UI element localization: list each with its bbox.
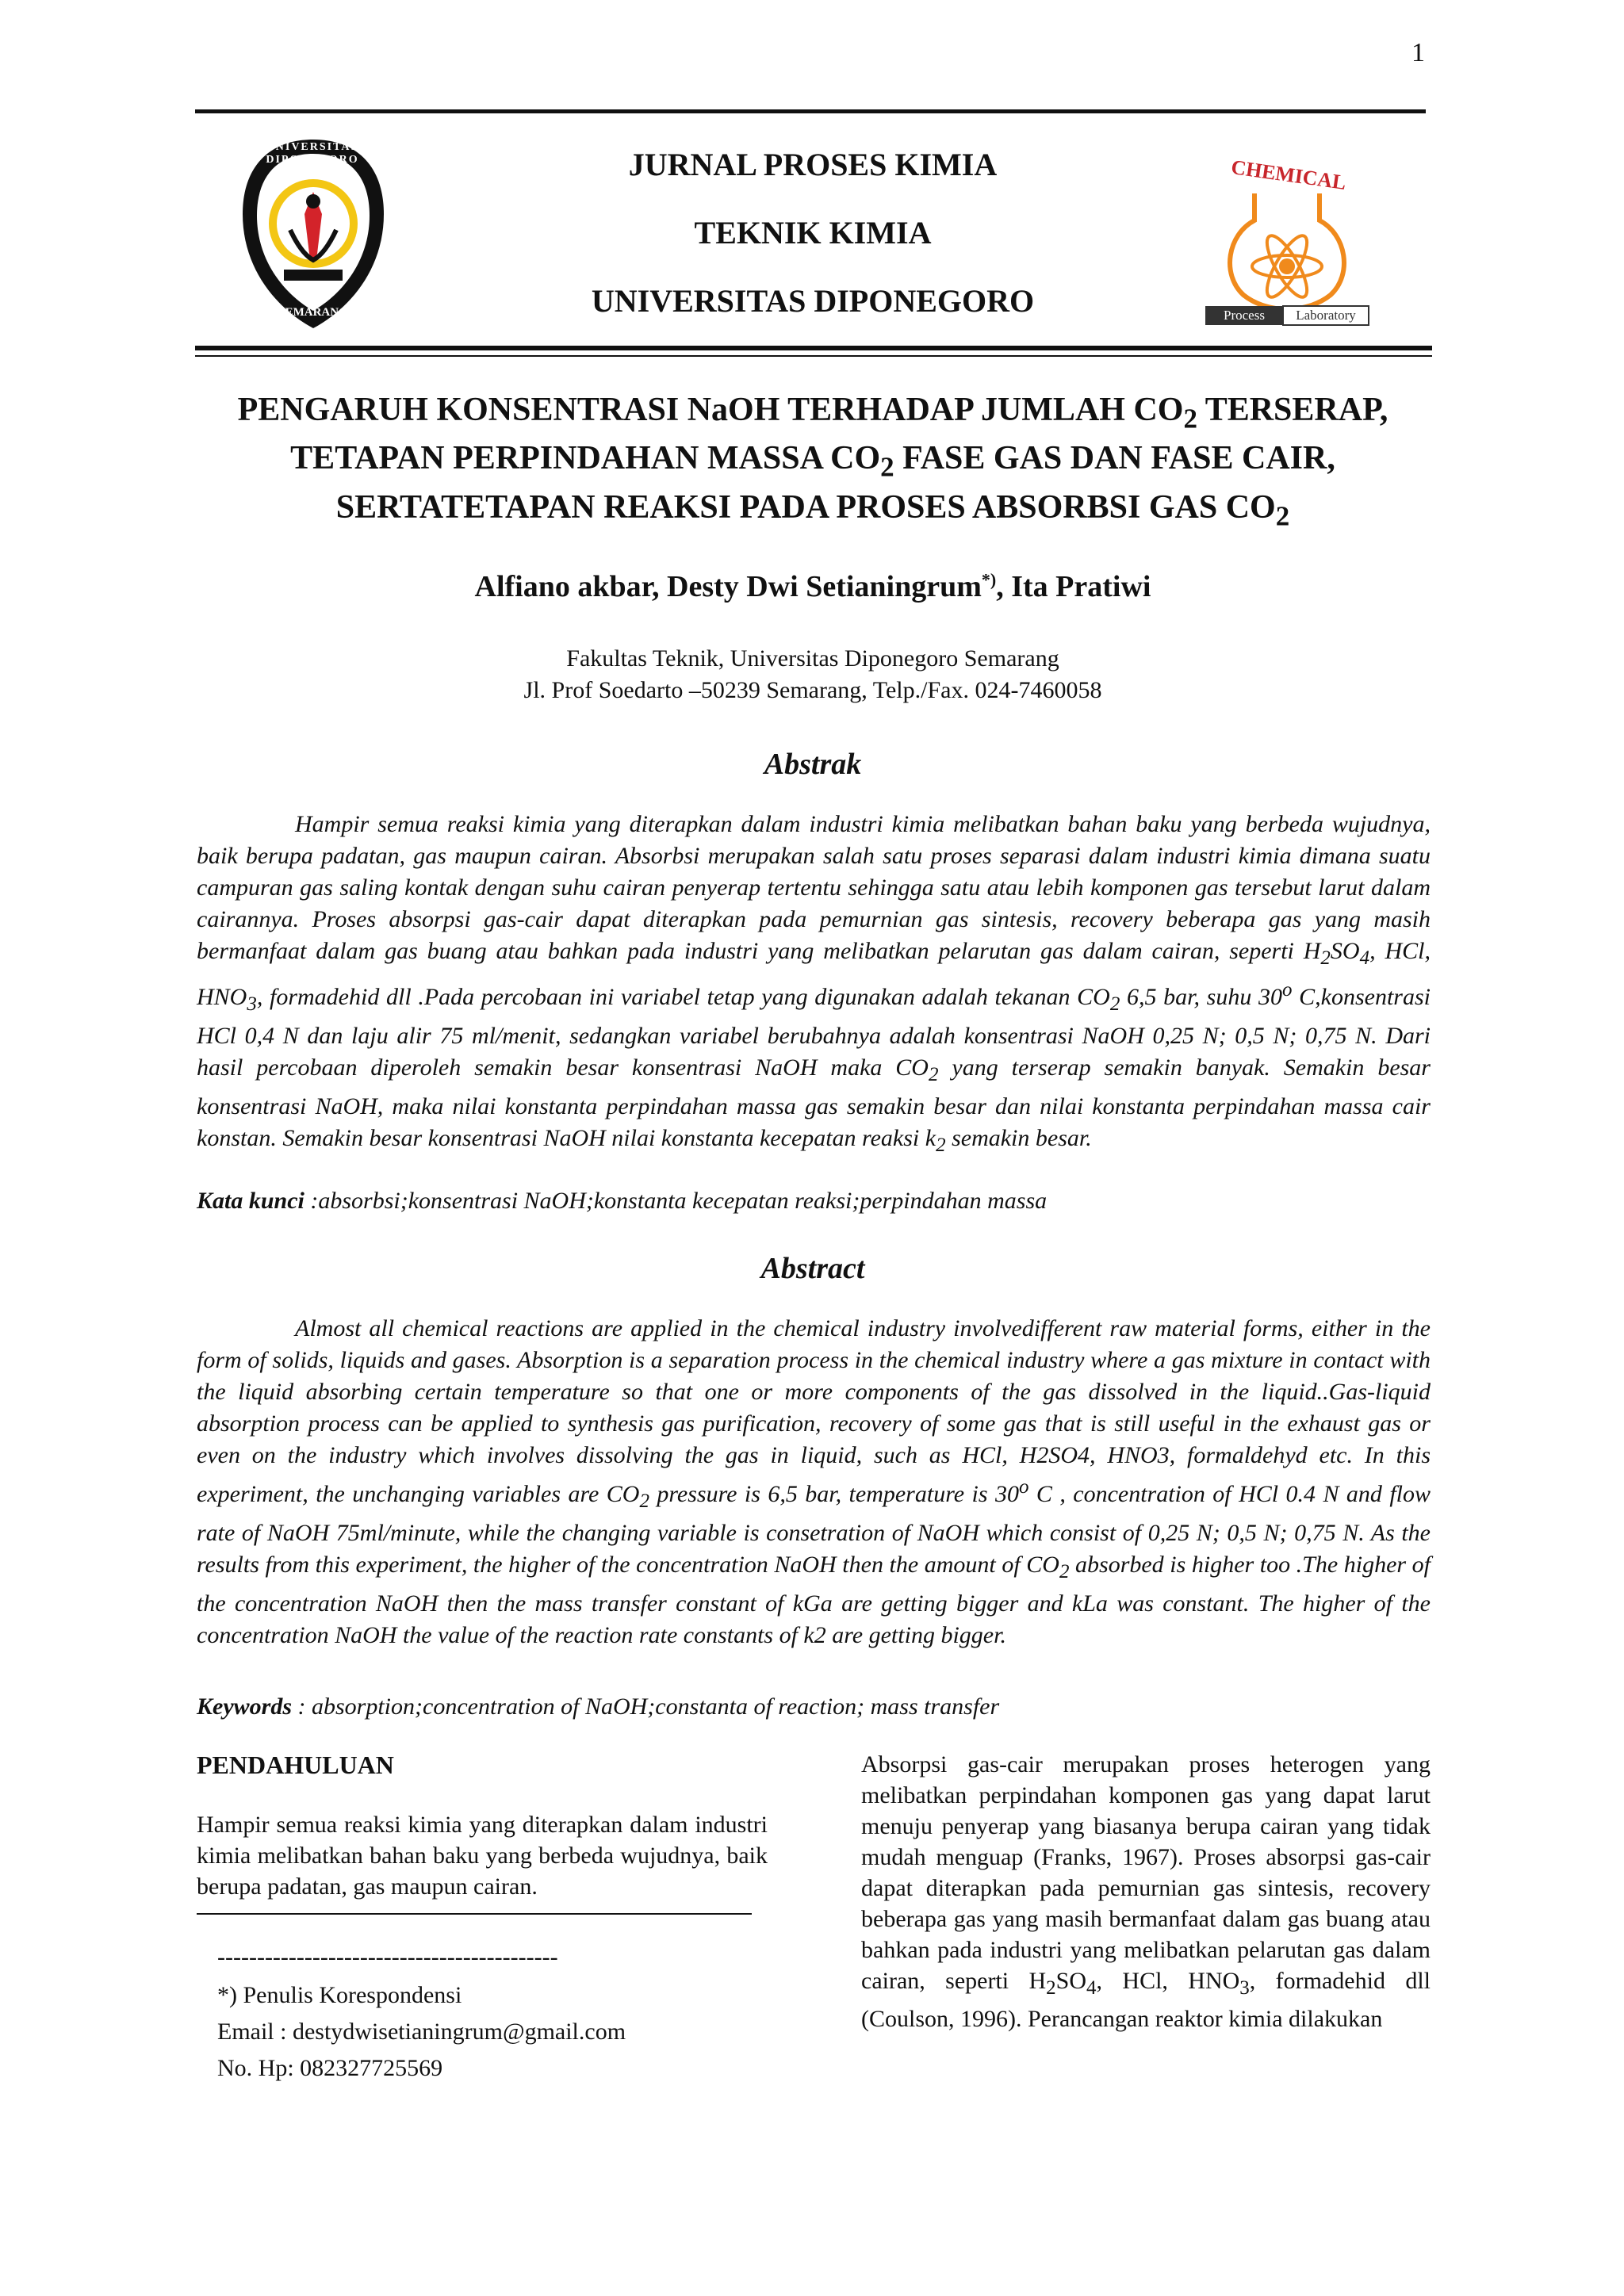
abstract-paragraph: Almost all chemical reactions are applied in the chemical industry involvedifferent raw material forms, either in the form of solids, liquids and gases. Absorption is a separation process in the chemical industry where a gas mixture in contact with the liquid absorbing certain temperature so that one or more components of the gas dissolved in the liquid..Gas-liquid absorption process can be applied to synthesis gas purification, recovery of some gas that is still useful in the exhaust gas or even on the industry which involves dissolving the gas in liquid, such as HCl, H2SO4, HNO3, formaldehyd etc. In this experiment, the unchanging variables are $CO_2$ pressure is 6,5 bar, temperature is 30$^o$ C , concentration of HCl 0.4 N and flow rate of NaOH 75ml/minute, while the changing variable is consetration of NaOH which consist of 0,25 N; 0,5 N; 0,75 N. As the results from this experiment, the higher of the concentration NaOH then the amount of $CO_2$ absorbed is higher too .The higher of the concentration NaOH then the mass transfer constant of kGa are getting bigger and kLa was constant. The higher of the concentration NaOH the value of the reaction rate constants of k2 are getting bigger. xyxy=(197,1315,1431,1648)
pendahuluan-left-text: Hampir semua reaksi kimia yang diterapkan dalam industri kimia melibatkan bahan baku yang berbeda wujudnya, baik berupa padatan, gas maupun cairan. xyxy=(197,1812,768,1900)
kata-kunci: Kata kunci :absorbsi;konsentrasi NaOH;konstanta kecepatan reaksi;perpindahan massa xyxy=(197,1188,1048,1214)
page-number: 1 xyxy=(1411,38,1425,67)
chemical-logo-label-laboratory: Laboratory xyxy=(1296,308,1356,323)
affiliation-line1: Fakultas Teknik, Universitas Diponegoro Semarang xyxy=(566,645,1059,672)
pendahuluan-right-text: Absorpsi gas-cair merupakan proses heterogen yang melibatkan perpindahan komponen gas yang dapat larut menuju penyerap yang biasanya berupa cairan yang tidak mudah menguap (Franks, 1967). Proses absorpsi gas-cair dapat diterapkan pada pemurnian gas sintesis, recovery beberapa gas yang masih bermanfaat dalam gas buang atau bahkan pada industri yang melibatkan pelarutan gas dalam cairan, seperti $H_2SO_4$, HCl, $HNO_3$, formadehid dll (Coulson, 1996). Perancangan reaktor kimia dilakukan xyxy=(861,1751,1431,2032)
header-bottom-rule-thin xyxy=(195,355,1432,357)
keywords: Keywords : absorption;concentration of NaOH;constanta of reaction; mass transfer xyxy=(197,1693,1000,1720)
undip-logo-text-bottom: SEMARANG xyxy=(278,306,348,319)
abstrak-paragraph: Hampir semua reaksi kimia yang diterapkan dalam industri kimia melibatkan bahan baku yang berbeda wujudnya, baik berupa padatan, gas maupun cairan. Absorbsi merupakan salah satu proses separasi dalam industri kimia dimana suatu campuran gas saling kontak dengan suhu cairan penyerap tertentu sehingga satu atau lebih komponen gas tersebut larut dalam cairannya. Proses absorpsi gas-cair dapat diterapkan pada pemurnian gas sintesis, recovery beberapa gas yang masih bermanfaat dalam gas buang atau bahkan pada industri yang melibatkan pelarutan gas dalam cairan, seperti $H_2SO_4$, HCl, $HNO_3$, formadehid dll .Pada percobaan ini variabel tetap yang digunakan adalah tekanan $CO_2$ 6,5 bar, suhu 30$^o$ C,konsentrasi HCl 0,4 N dan laju alir 75 ml/menit, sedangkan variabel berubahnya adalah konsentrasi NaOH 0,25 N; 0,5 N; 0,75 N. Dari hasil percobaan diperoleh semakin besar konsentrasi NaOH maka $CO_2$ yang terserap semakin banyak. Semakin besar konsentrasi NaOH, maka nilai konstanta perpindahan massa gas semakin besar dan nilai konstanta perpindahan massa cair konstan. Semakin besar konsentrasi NaOH nilai konstanta kecepatan reaksi $k_2$ semakin besar. xyxy=(197,811,1431,1156)
header-top-rule xyxy=(195,109,1426,113)
journal-name-line3: UNIVERSITAS DIPONEGORO xyxy=(591,283,1035,319)
footnote-separator xyxy=(197,1913,752,1915)
journal-name-line1: JURNAL PROSES KIMIA xyxy=(628,147,998,182)
pendahuluan-heading: PENDAHULUAN xyxy=(197,1751,394,1779)
paper-title: PENGARUH KONSENTRASI NaOH TERHADAP JUMLAH $CO_2$ TERSERAP, TETAPAN PERPINDAHAN MASSA $CO_2$ FASE GAS DAN FASE CAIR, SERTATETAPAN REAKSI PADA PROSES ABSORBSI GAS $CO_2$ xyxy=(237,392,1388,532)
author-list: Alfiano akbar, Desty Dwi Setianingrum*), Ita Pratiwi xyxy=(474,569,1151,603)
footnote-dashes: ------------------------------------------- xyxy=(217,1944,558,1970)
journal-name-line2: TEKNIK KIMIA xyxy=(694,215,932,251)
footnote-email: Email : destydwisetianingrum@gmail.com xyxy=(217,2019,626,2045)
affiliation-line2: Jl. Prof Soedarto –50239 Semarang, Telp./Fax. 024-7460058 xyxy=(523,677,1102,703)
chemical-logo-label-process: Process xyxy=(1224,308,1265,323)
footnote-corresponding: *) Penulis Korespondensi xyxy=(217,1982,462,2008)
abstrak-heading: Abstrak xyxy=(764,748,862,781)
undip-logo-text-top: UNIVERSITAS DIPONEGORO xyxy=(266,141,359,166)
footnote-phone: No. Hp: 082327725569 xyxy=(217,2055,443,2081)
abstract-heading: Abstract xyxy=(760,1252,865,1285)
chemical-logo-text: CHEMICAL xyxy=(1229,155,1348,195)
header-bottom-rule-thick xyxy=(195,346,1432,350)
